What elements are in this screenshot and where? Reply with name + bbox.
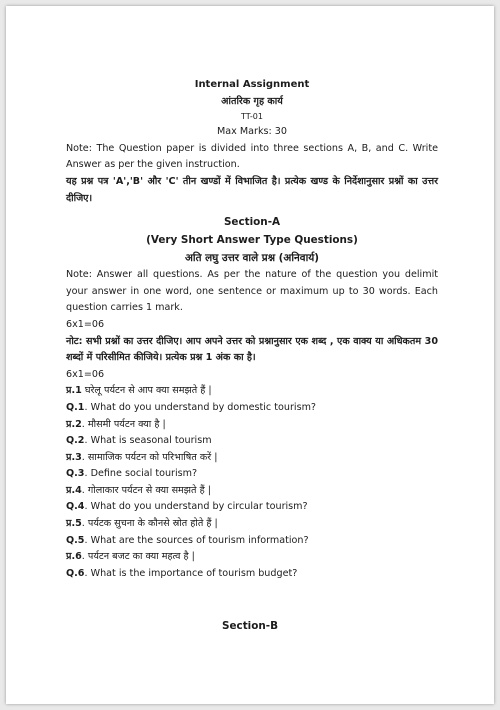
question-label: Q.3	[66, 468, 85, 480]
question-english	[66, 566, 438, 583]
max-marks: Max Marks: 30	[216, 126, 288, 138]
question-text: . पर्यटक सुचना के कौनसे स्रोत होते हैं |	[81, 518, 218, 530]
question-hindi	[66, 516, 438, 533]
question-hindi	[66, 383, 438, 400]
question-label: प्र.6	[66, 551, 82, 563]
assignment-title-hindi: आंतरिक गृह कार्य	[221, 95, 283, 107]
section-b-title: Section-B	[222, 620, 278, 632]
question-label: प्र.4	[66, 484, 82, 496]
question-label: Q.1	[66, 401, 85, 413]
document-content	[66, 77, 438, 582]
question-text: . What is the importance of tourism budget?	[84, 567, 298, 579]
question-hindi	[66, 483, 438, 500]
section-a-subtitle-hindi: अति लघु उत्तर वाले प्रश्न (अनिवार्य)	[184, 252, 320, 265]
section-a-note-hindi: नोट: सभी प्रश्नों का उत्तर दीजिए। आप अपने उत्तर को प्रश्नानुसार एक शब्द , एक वाक्य या अधिकतम 30 शब्दों में परिसीमित कीजिये। प्रत्येक प्रश्न 1 अंक का है।	[66, 335, 438, 364]
general-note-hindi: यह प्रश्न पत्र 'A','B' और 'C' तीन खण्डों में विभाजित है। प्रत्येक खण्ड के निर्देशानुसार प्रश्नों का उत्तर दीजिए।	[66, 175, 438, 204]
question-label: प्र.5	[66, 518, 82, 530]
question-text: . What do you understand by domestic tourism?	[84, 401, 317, 413]
section-a-marks-hindi: 6x1=06	[66, 368, 105, 380]
question-english	[66, 533, 438, 550]
section-a-marks: 6x1=06	[66, 318, 105, 330]
question-text: . Define social tourism?	[84, 468, 198, 480]
question-label: प्र.1	[66, 385, 82, 397]
question-english	[66, 400, 438, 417]
question-label: प्र.3	[66, 451, 82, 463]
general-note-english: Note: The Question paper is divided into three sections A, B, and C. Write Answer as per the given instruction.	[66, 142, 438, 171]
course-code: TT-01	[241, 112, 263, 122]
question-text: . गोलाकार पर्यटन से क्या समझते हैं |	[81, 484, 211, 496]
question-text: . पर्यटन बजट का क्या महत्व है |	[81, 551, 195, 563]
question-english	[66, 466, 438, 483]
assignment-title: Internal Assignment	[194, 79, 310, 90]
question-label: प्र.2	[66, 418, 82, 430]
question-text: . मौसमी पर्यटन क्या है |	[81, 418, 166, 430]
question-text: घरेलू पर्यटन से आप क्या समझते हैं |	[84, 385, 212, 397]
question-hindi	[66, 417, 438, 434]
question-list	[66, 383, 438, 582]
document-page	[6, 6, 494, 704]
section-a-note-english: Note: Answer all questions. As per the nature of the question you delimit your answer in one word, one sentence or maximum up to 30 words. Each question carries 1 mark.	[66, 269, 438, 314]
section-a-title: Section-A	[223, 216, 281, 229]
question-label: Q.6	[66, 567, 85, 579]
question-english	[66, 433, 438, 450]
question-text: . What are the sources of tourism information?	[84, 534, 309, 546]
question-label: Q.4	[66, 501, 85, 513]
question-text: . What is seasonal tourism	[84, 435, 212, 447]
question-english	[66, 499, 438, 516]
question-hindi	[66, 450, 438, 467]
question-text: . What do you understand by circular tourism?	[84, 501, 308, 513]
question-label: Q.5	[66, 534, 85, 546]
question-label: Q.2	[66, 435, 85, 447]
question-text: . सामाजिक पर्यटन को परिभाषित करें |	[81, 451, 218, 463]
section-a-subtitle: (Very Short Answer Type Questions)	[146, 234, 358, 247]
question-hindi	[66, 549, 438, 566]
